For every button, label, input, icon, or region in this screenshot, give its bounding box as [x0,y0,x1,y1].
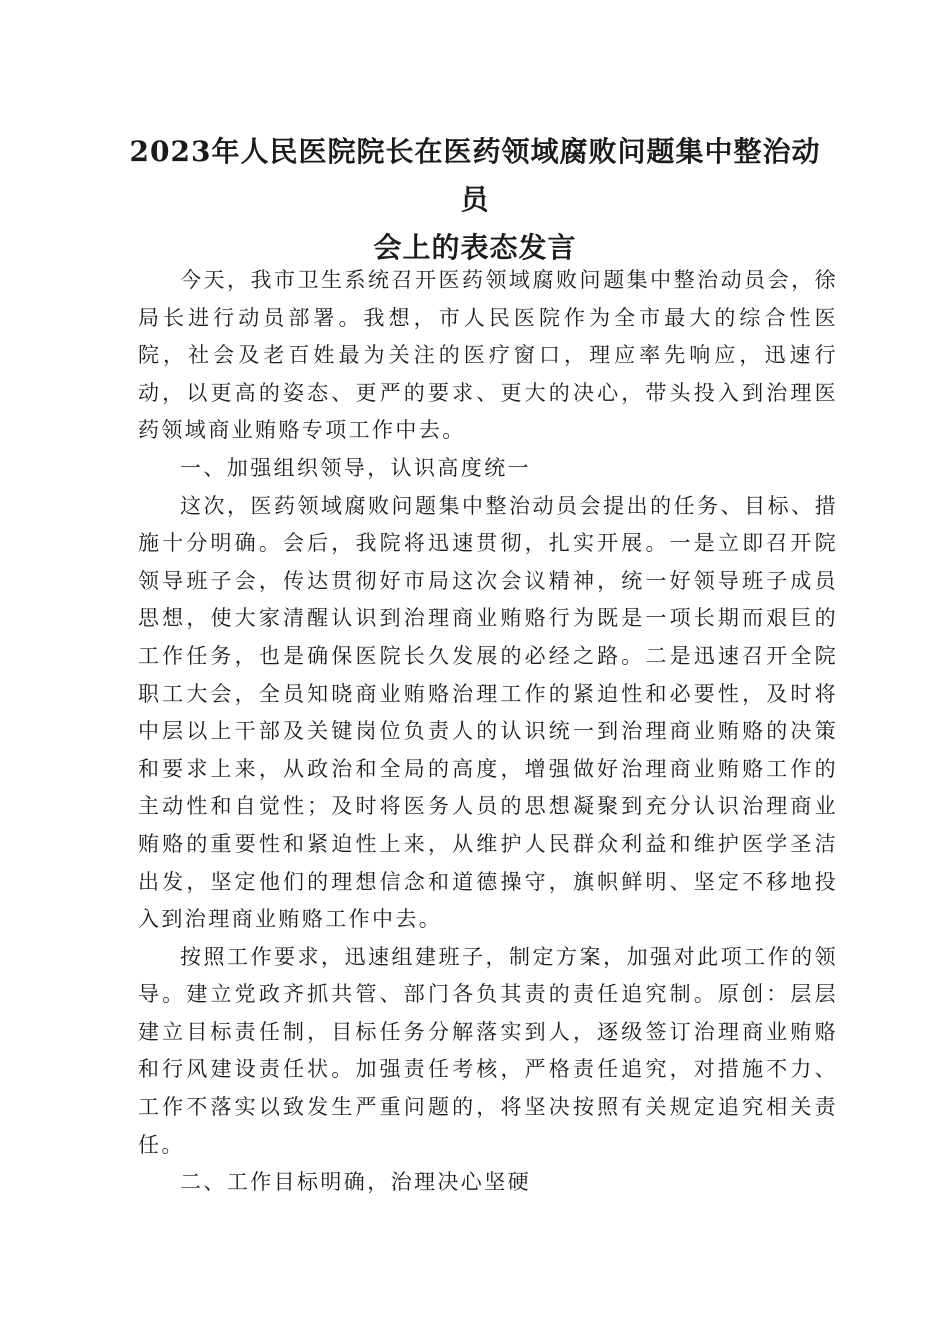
title-line-1: 2023年人民医院院长在医药领域腐败问题集中整治动员 [129,135,821,216]
paragraph-intro: 今天，我市卫生系统召开医药领域腐败问题集中整治动员会，徐局长进行动员部署。我想，市人民医院作为全市最大的综合性医院，社会及老百姓最为关注的医疗窗口，理应率先响应，迅速行动，以更高的姿态、更严的要求、更大的决心，带头投入到治理医药领域商业贿赂专项工作中去。 [138,268,838,443]
paragraph-responsibility: 按照工作要求，迅速组建班子，制定方案，加强对此项工作的领导。建立党政齐抓共管、部门各负其责的责任追究制。原创：层层建立目标责任制，目标任务分解落实到人，逐级签订治理商业贿赂和行风建设责任状。加强责任考核，严格责任追究，对措施不力、工作不落实以致发生严重问题的，将坚决按照有关规定追究相关责任。 [138,944,838,1157]
paragraph-section-1: 这次，医药领域腐败问题集中整治动员会提出的任务、目标、措施十分明确。会后，我院将迅速贯彻，扎实开展。一是立即召开院领导班子会，传达贯彻好市局这次会议精神，统一好领导班子成员思想，使大家清醒认识到治理商业贿赂行为既是一项长期而艰巨的工作任务，也是确保医院长久发展的必经之路。二是迅速召开全院职工大会，全员知晓商业贿赂治理工作的紧迫性和必要性，及时将中层以上干部及关键岗位负责人的认识统一到治理商业贿赂的决策和要求上来，从政治和全局的高度，增强做好治理商业贿赂工作的主动性和自觉性；及时将医务人员的思想凝聚到充分认识治理商业贿赂的重要性和紧迫性上来，从维护人民群众利益和维护医学圣洁出发，坚定他们的理想信念和道德操守，旗帜鲜明、坚定不移地投入到治理商业贿赂工作中去。 [138,493,838,932]
document-body [138,262,838,1202]
section-heading-1: 一、加强组织领导，认识高度统一 [180,455,531,480]
document-title [120,128,830,272]
title-line-2: 会上的表态发言 [373,231,577,264]
section-heading-2: 二、工作目标明确，治理决心坚硬 [180,1170,531,1195]
